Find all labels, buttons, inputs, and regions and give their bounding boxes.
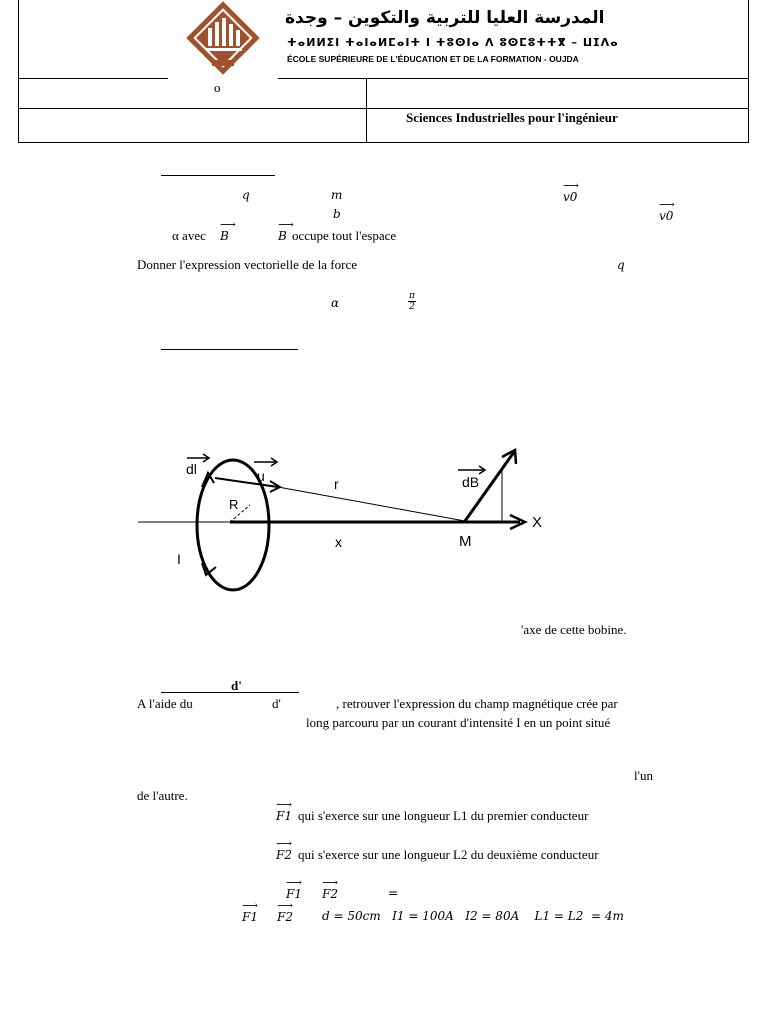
charge-q: q bbox=[242, 188, 250, 202]
force-F1-b: ⟶ F1 bbox=[286, 887, 302, 901]
exercise2-heading-underline bbox=[161, 349, 298, 350]
angle-alpha: α bbox=[331, 296, 340, 310]
retrouver-text: , retrouver l'expression du champ magnétique crée par bbox=[336, 696, 618, 711]
school-logo bbox=[168, 0, 278, 80]
equals-sign: = bbox=[388, 886, 399, 900]
pi-denominator: 2 bbox=[409, 302, 415, 312]
charge-q-second: q bbox=[617, 258, 625, 272]
arabic-school-name: المدرسة العليا للتربية والتكوين – وجدة bbox=[285, 8, 605, 28]
field-B-second: ⟶ B bbox=[278, 229, 287, 243]
label-x: x bbox=[335, 534, 342, 550]
a-laide-text: A l'aide du bbox=[137, 696, 193, 711]
label-M: M bbox=[459, 533, 472, 550]
header-row-divider-2 bbox=[18, 108, 749, 109]
F2-description: qui s'exerce sur une longueur L2 du deuxième conducteur bbox=[298, 847, 599, 862]
label-R: R bbox=[229, 497, 239, 512]
alpha-avec-text: α avec bbox=[172, 228, 206, 243]
de-lautre-text: de l'autre. bbox=[137, 788, 188, 803]
force-F1: ⟶ F1 bbox=[276, 809, 292, 823]
field-B: ⟶ B bbox=[220, 229, 229, 243]
header-row-divider-1 bbox=[18, 78, 749, 79]
label-X: X bbox=[532, 514, 543, 531]
symbol-b: b bbox=[333, 207, 341, 221]
pi-over-2 bbox=[408, 291, 416, 312]
given-values: d = 50cm I1 = 100A I2 = 80A L1 = L2 = 4m bbox=[322, 909, 624, 923]
donner-text: Donner l'expression vectorielle de la force bbox=[137, 257, 357, 272]
F1-description: qui s'exerce sur une longueur L1 du premier conducteur bbox=[298, 808, 589, 823]
label-dB: dB bbox=[462, 474, 480, 490]
u-vector bbox=[215, 478, 278, 487]
occupe-text: occupe tout l'espace bbox=[292, 228, 397, 243]
label-dl: dl bbox=[186, 461, 197, 477]
course-title: Sciences Industrielles pour l'ingénieur bbox=[406, 110, 618, 125]
label-u: u bbox=[257, 468, 265, 484]
exercise1-heading-underline bbox=[161, 175, 275, 176]
tifinagh-school-name: ⵜⴰⵍⵍⵉⵏ ⵜⴰⵏⴰⵍⵎⴰⵏⵜ ⵏ ⵜⵓⵙⵏⴰ ⴷ ⵓⵙⵎⵓⵜⵜⴳ – ⵡⵊⴷⴰ bbox=[287, 36, 619, 49]
pi-numerator: π bbox=[409, 291, 415, 301]
lun-text: l'un bbox=[634, 768, 653, 783]
force-F2: ⟶ F2 bbox=[276, 848, 292, 862]
d-apostrophe: d' bbox=[272, 696, 281, 711]
header-column-divider bbox=[366, 78, 367, 143]
exercise3-heading-underline bbox=[161, 692, 299, 693]
label-r: r bbox=[334, 476, 339, 492]
r-line bbox=[278, 487, 465, 521]
velocity-v0-second: ⟶ v0 bbox=[659, 209, 673, 223]
label-I: I bbox=[177, 551, 181, 567]
force-F2-b: ⟶ F2 bbox=[322, 887, 338, 901]
exercise3-heading-fragment: d' bbox=[231, 678, 242, 693]
velocity-v0: ⟶ v0 bbox=[563, 190, 577, 204]
axe-bobine-text: 'axe de cette bobine. bbox=[521, 622, 627, 637]
school-logo-icon bbox=[168, 0, 278, 80]
force-F2-c: ⟶ F2 bbox=[277, 910, 293, 924]
long-parcouru-text: long parcouru par un courant d'intensité I en un point situé bbox=[306, 715, 611, 730]
mass-m: m bbox=[331, 188, 343, 202]
force-F1-c: ⟶ F1 bbox=[242, 910, 258, 924]
french-school-name: ÉCOLE SUPÉRIEURE DE L'ÉDUCATION ET DE LA FORMATION - OUJDA bbox=[287, 54, 579, 64]
row2-left-text: o bbox=[214, 80, 221, 95]
